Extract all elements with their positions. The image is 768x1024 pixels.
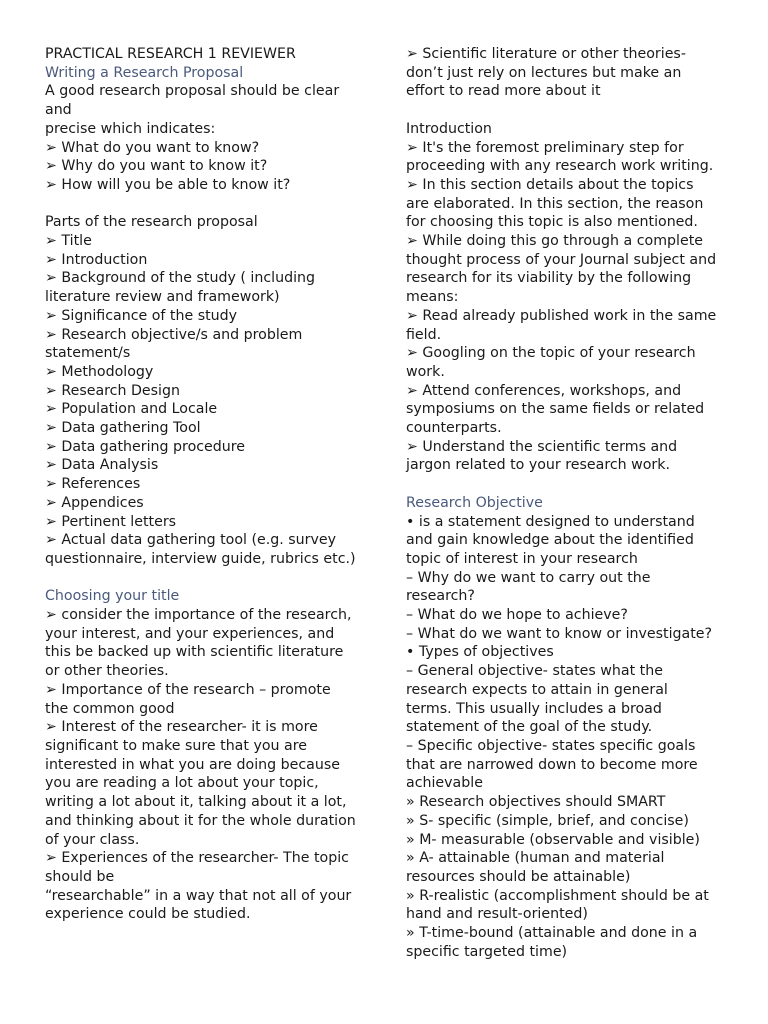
text-line: ➢ Data gathering procedure [45,438,246,455]
text-line: hand and result-oriented) [406,906,588,923]
text-line: » M- measurable (observable and visible) [406,831,700,848]
blank-line [45,195,375,214]
text-line: ➢ Actual data gathering tool (e.g. survey [45,532,336,549]
text-line: ➢ How will you be able to know it? [45,176,291,193]
text-line: ➢ It's the foremost preliminary step for [406,139,684,156]
text-line: ➢ Research objective/s and problem [45,326,303,343]
text-line: – Why do we want to carry out the [406,569,651,586]
text-line: ➢ Understand the scientific terms and [406,438,678,455]
text-line: significant to make sure that you are [45,737,307,754]
text-line: ➢ What do you want to know? [45,139,260,156]
blank-line [45,569,375,588]
text-line: » R-realistic (accomplishment should be at [406,887,709,904]
text-line: literature review and framework) [45,289,280,306]
text-line: effort to read more about it [406,83,601,100]
text-line: that are narrowed down to become more [406,756,698,773]
text-line: Introduction [406,120,492,137]
text-line: terms. This usually includes a broad [406,700,662,717]
text-line: and thinking about it for the whole duration [45,812,356,829]
text-line: ➢ In this section details about the topics [406,176,694,193]
section-heading: Research Objective [406,494,543,511]
text-line: ➢ Methodology [45,363,154,380]
text-line: interested in what you are doing because [45,756,340,773]
text-line: specific targeted time) [406,943,568,960]
text-line: » Research objectives should SMART [406,794,666,811]
text-line: • Types of objectives [406,644,554,661]
text-line: or other theories. [45,663,169,680]
section-heading: Writing a Research Proposal [45,64,244,81]
text-line: – What do we want to know or investigate? [406,625,713,642]
text-line: thought process of your Journal subject and [406,251,717,268]
text-line: “researchable” in a way that not all of your [45,887,352,904]
text-line: topic of interest in your research [406,550,638,567]
right-column [406,45,736,961]
text-line: ➢ Introduction [45,251,148,268]
text-line: of your class. [45,831,140,848]
text-line: ➢ Significance of the study [45,307,238,324]
text-line: ➢ Background of the study ( including [45,270,316,287]
text-line: ➢ Experiences of the researcher- The topic [45,850,349,867]
text-line: • is a statement designed to understand [406,513,695,530]
text-line: Parts of the research proposal [45,214,258,231]
text-line: ➢ Population and Locale [45,401,218,418]
text-line: statement of the goal of the study. [406,719,653,736]
text-line: work. [406,363,445,380]
text-line: ➢ Pertinent letters [45,513,177,530]
text-line: ➢ Read already published work in the same [406,307,717,324]
text-line: are elaborated. In this section, the reason [406,195,704,212]
text-line: ➢ Data gathering Tool [45,420,201,437]
text-line: field. [406,326,442,343]
text-line: counterparts. [406,420,502,437]
text-line: ➢ Research Design [45,382,180,399]
text-line: ➢ Interest of the researcher- it is more [45,719,318,736]
text-line: PRACTICAL RESEARCH 1 REVIEWER [45,46,296,62]
text-line: research? [406,588,475,605]
text-line: ➢ Importance of the research – promote [45,681,331,698]
text-line: ➢ References [45,476,141,493]
text-line: don’t just rely on lectures but make an [406,64,682,81]
text-line: » A- attainable (human and material [406,850,665,867]
text-line: experience could be studied. [45,906,251,923]
text-line: ➢ consider the importance of the research, [45,607,352,624]
text-line: symposiums on the same fields or related [406,401,705,418]
text-line: research expects to attain in general [406,681,668,698]
text-line: – General objective- states what the [406,663,663,680]
text-line: ➢ Title [45,233,92,250]
text-line: proceeding with any research work writing. [406,158,714,175]
blank-line [406,101,736,120]
text-line: » S- specific (simple, brief, and concise) [406,812,689,829]
text-line: ➢ While doing this go through a complete [406,233,703,250]
text-line: precise which indicates: [45,120,216,137]
text-line: means: [406,289,459,306]
text-line: ➢ Why do you want to know it? [45,158,268,175]
text-line: writing a lot about it, talking about it a lot, [45,794,347,811]
text-line: – What do we hope to achieve? [406,607,628,624]
text-line: – Specific objective- states specific goals [406,737,696,754]
blank-line [406,475,736,494]
text-line: and [45,102,72,119]
text-line: for choosing this topic is also mentioned. [406,214,698,231]
text-line: resources should be attainable) [406,868,631,885]
text-line: this be backed up with scientific literature [45,644,344,661]
text-line: the common good [45,700,175,717]
text-line: your interest, and your experiences, and [45,625,335,642]
text-line: jargon related to your research work. [406,457,670,474]
text-line: and gain knowledge about the identified [406,532,694,549]
text-line: ➢ Googling on the topic of your research [406,345,696,362]
text-line: you are reading a lot about your topic, [45,775,319,792]
text-line: ➢ Attend conferences, workshops, and [406,382,682,399]
text-line: should be [45,868,115,885]
section-heading: Choosing your title [45,588,180,605]
text-line: » T-time-bound (attainable and done in a [406,925,698,942]
text-line: ➢ Data Analysis [45,457,159,474]
text-line: research for its viability by the following [406,270,692,287]
text-line: achievable [406,775,483,792]
left-column [45,45,375,924]
text-line: ➢ Appendices [45,494,144,511]
text-line: questionnaire, interview guide, rubrics etc.) [45,550,356,567]
text-line: ➢ Scientific literature or other theories- [406,46,686,62]
text-line: A good research proposal should be clear [45,83,340,100]
text-line: statement/s [45,345,131,362]
